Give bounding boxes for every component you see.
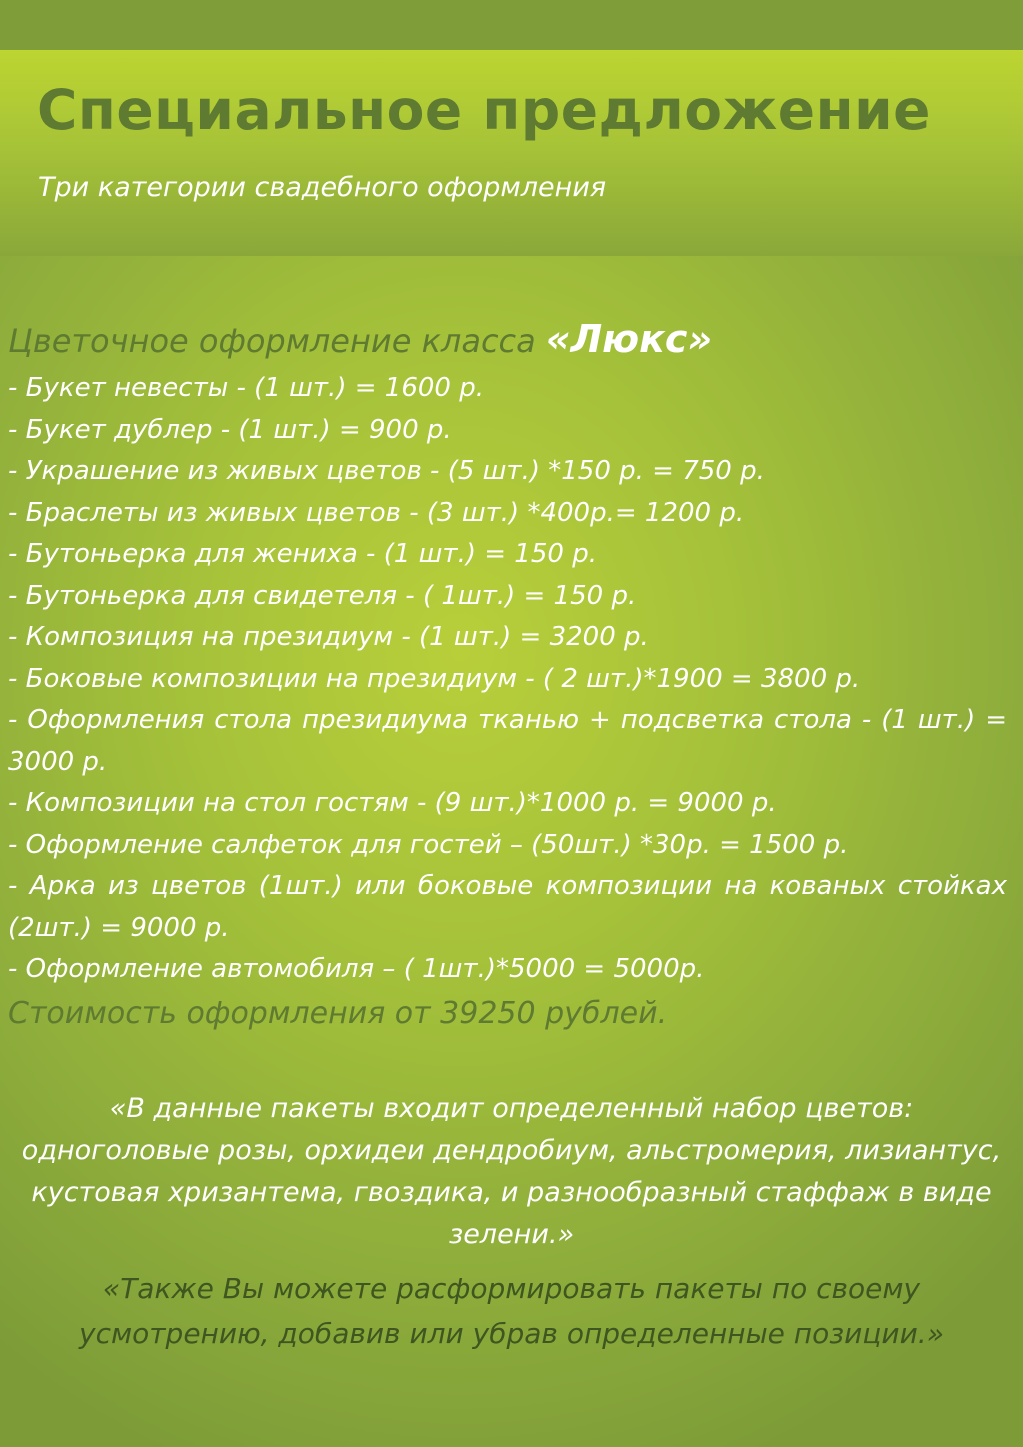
total-cost: Стоимость оформления от 39250 рублей. — [8, 995, 668, 1031]
section-heading — [8, 312, 1007, 368]
price-item: - Бутоньерка для жениха - (1 шт.) = 150 р. — [8, 539, 597, 569]
price-item: - Композиции на стол гостям - (9 шт.)*1000 р. = 9000 р. — [8, 788, 777, 818]
lux-section — [8, 312, 1007, 1037]
price-item: - Боковые композиции на президиум - ( 2 шт.)*1900 = 3800 р. — [8, 663, 861, 694]
price-item: - Оформления стола президиума тканью + подсветка стола - (1 шт.) = 3000 р. — [8, 705, 1007, 777]
page-title: Специальное предложение — [37, 78, 931, 142]
page-subtitle: Три категории свадебного оформления — [38, 172, 607, 203]
price-item: - Букет невесты - (1 шт.) = 1600 р. — [8, 373, 484, 403]
price-list — [8, 368, 1007, 991]
price-item: - Оформление автомобиля – ( 1шт.)*5000 = 5000р. — [8, 954, 705, 984]
custom-note: «Также Вы можете расформировать пакеты по своему усмотрению, добавив или убрав определенные позиции.» — [79, 1272, 944, 1350]
price-item: - Браслеты из живых цветов - (3 шт.) *400р.= 1200 р. — [8, 497, 745, 528]
price-item: - Украшение из живых цветов - (5 шт.) *150 р. = 750 р. — [8, 456, 765, 486]
packages-note: «В данные пакеты входит определенный набор цветов: одноголовые розы, орхидеи дендробиум, альстромерия, лизиантус, кустовая хризантема, гвоздика, и разнообразный стаффаж в виде зелени.» — [21, 1093, 1002, 1250]
section-heading-class: «Люкс» — [545, 317, 713, 361]
top-strip — [0, 0, 1023, 50]
price-item: - Композиция на президиум - (1 шт.) = 3200 р. — [8, 622, 649, 652]
section-heading-prefix: Цветочное оформление класса — [8, 322, 546, 360]
price-item: - Букет дублер - (1 шт.) = 900 р. — [8, 414, 452, 445]
price-item: - Бутоньерка для свидетеля - ( 1шт.) = 150 р. — [8, 580, 637, 611]
price-item: - Арка из цветов (1шт.) или боковые композиции на кованых стойках (2шт.) = 9000 р. — [8, 871, 1007, 943]
price-item: - Оформление салфеток для гостей – (50шт.) *30р. = 1500 р. — [8, 829, 849, 860]
